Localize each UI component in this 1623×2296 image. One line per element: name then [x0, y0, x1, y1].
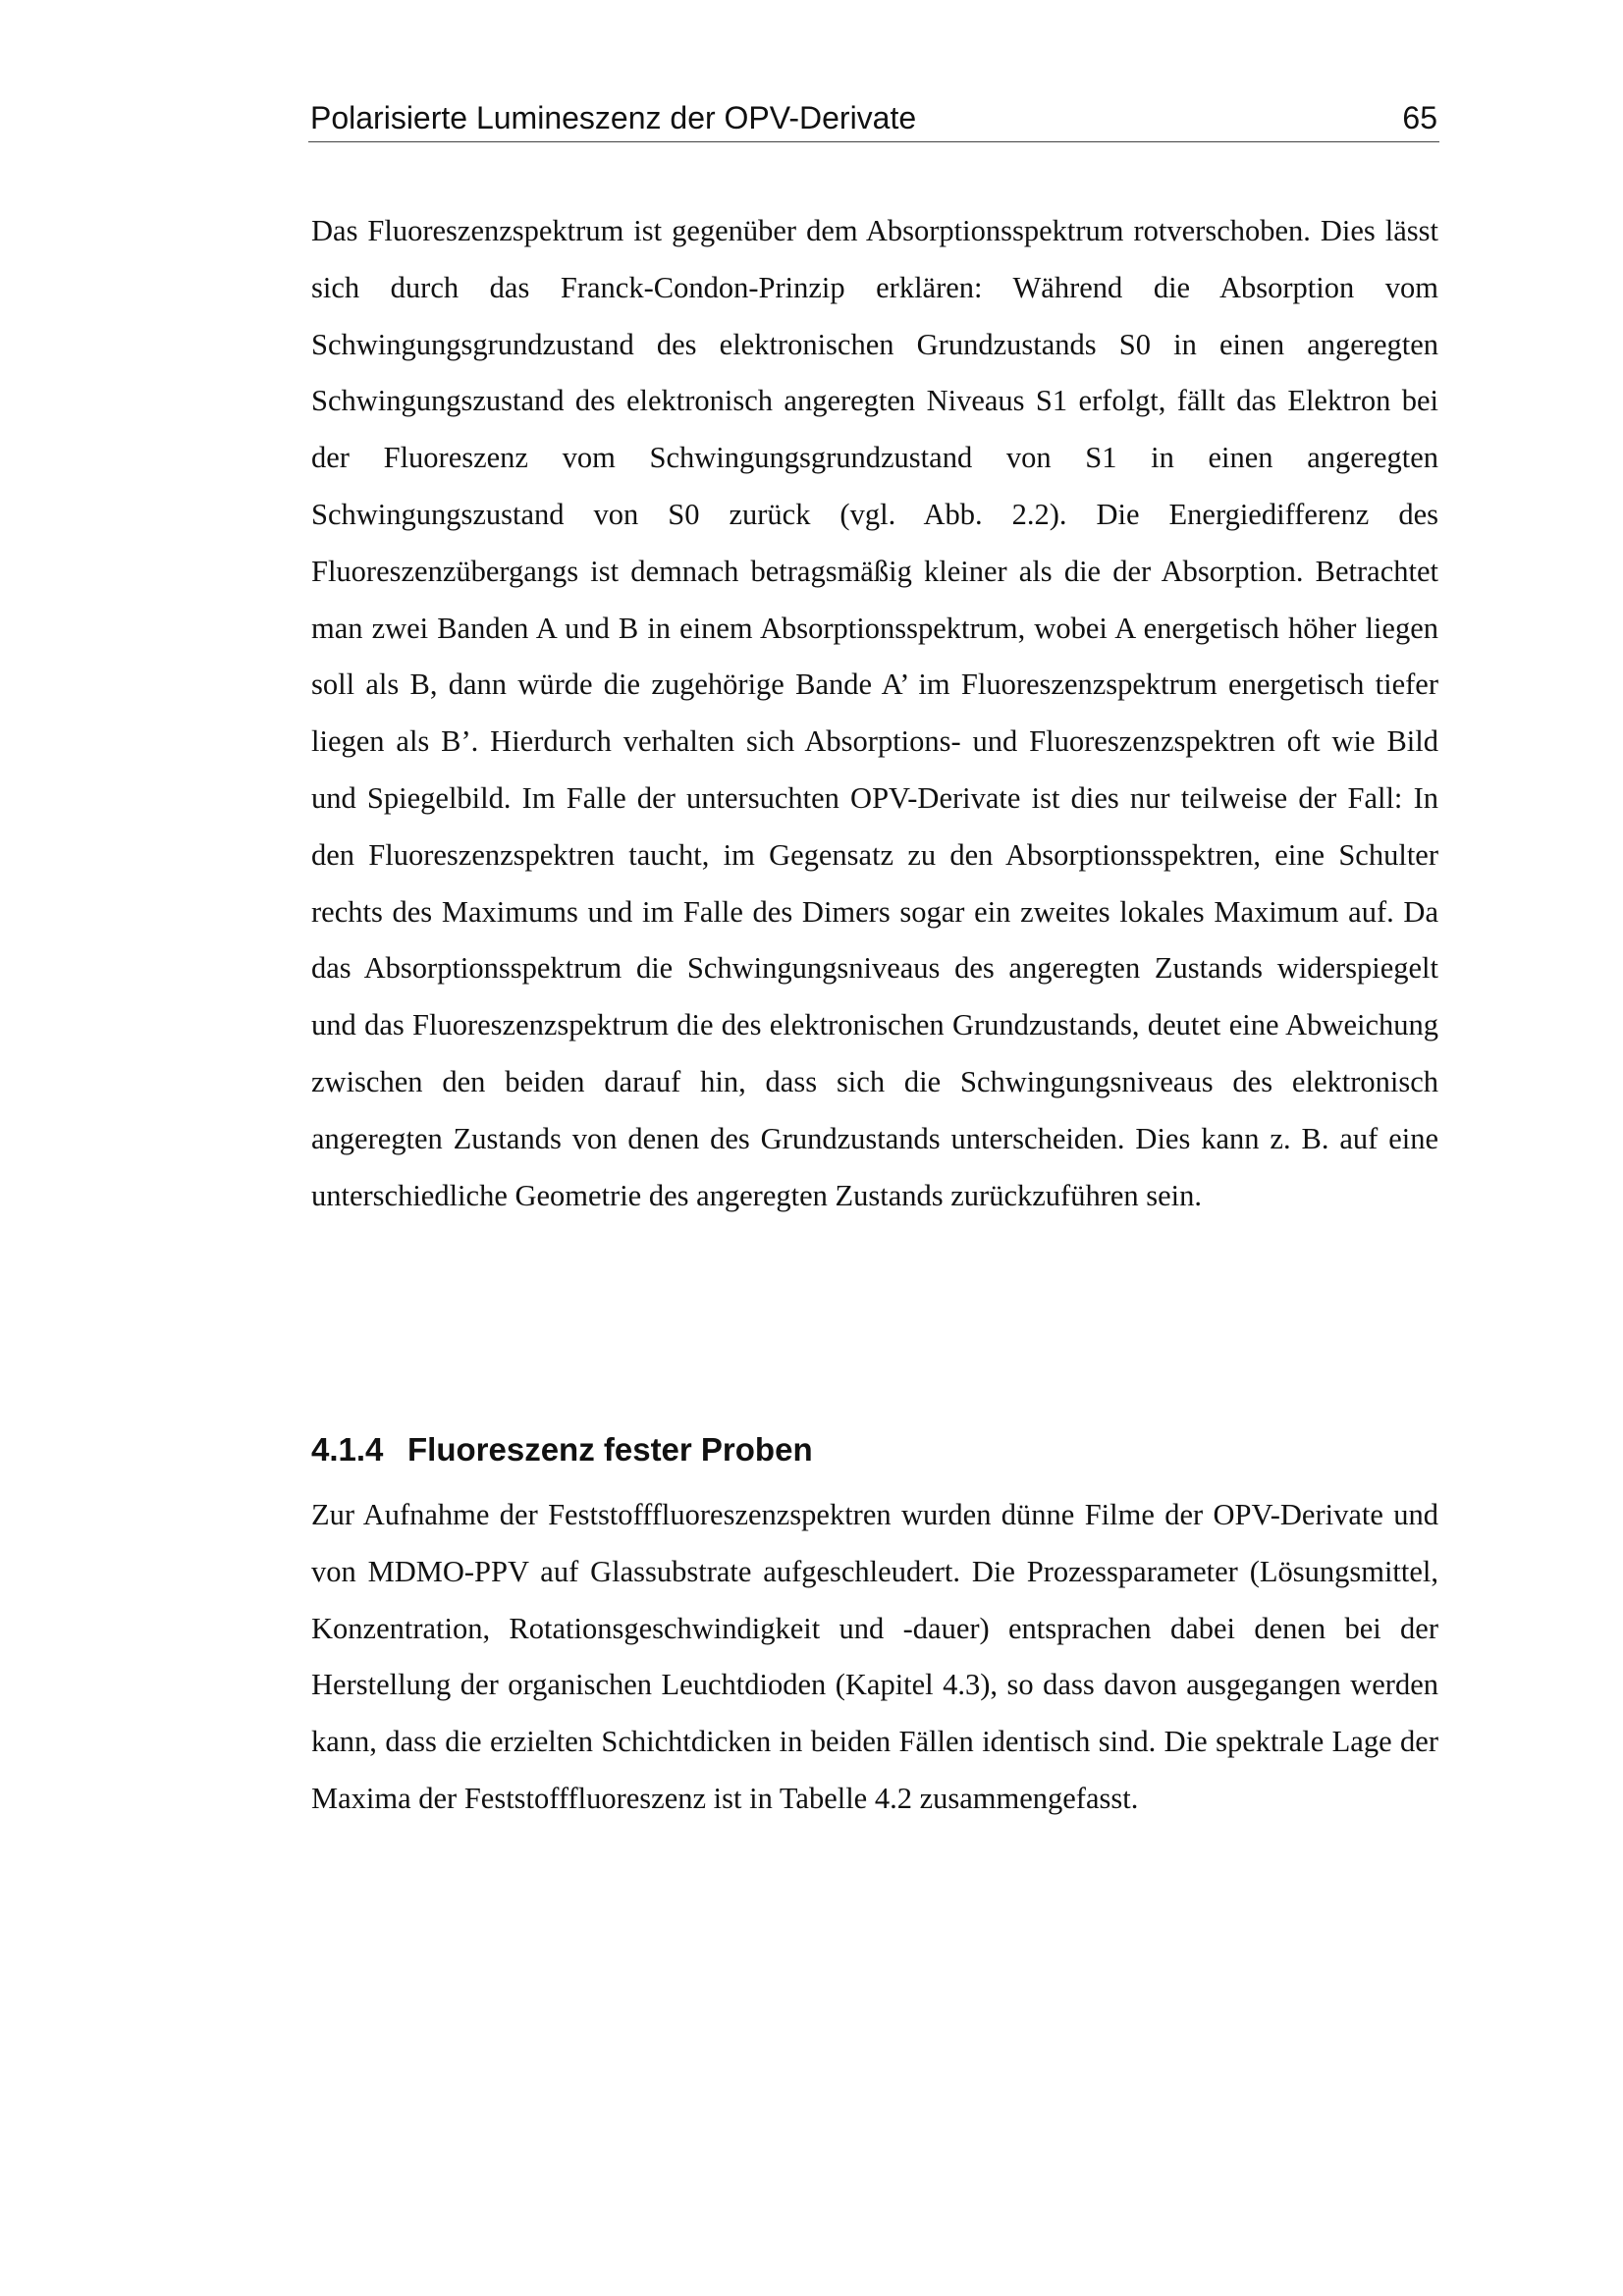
body-paragraph: Das Fluoreszenzspektrum ist gegenüber dem Absorptionsspektrum rotverschoben. Dies lässt sich durch das Franck-Condon-Prinzip erklären: Während die Absorption vom Schwingungsgrundzustand des elektronischen Grundzustands S0 in einen angeregten Schwingungszustand des elektronisch angeregten Niveaus S1 erfolgt, fällt das Elektron bei der Fluoreszenz vom Schwingungsgrundzustand von S1 in einen angeregten Schwingungszustand von S0 zurück (vgl. Abb. 2.2). Die Energiedifferenz des Fluoreszenzübergangs ist demnach betragsmäßig kleiner als die der Absorption. Betrachtet man zwei Banden A und B in einem Absorptionsspektrum, wobei A energetisch höher liegen soll als B, dann würde die zugehörige Bande A’ im Fluoreszenzspektrum energetisch tiefer liegen als B’. Hierdurch verhalten sich Absorptions- und Fluoreszenzspektren oft wie Bild und Spiegelbild. Im Falle der untersuchten OPV-Derivate ist dies nur teilweise der Fall: In den Fluoreszenzspektren taucht, im Gegensatz zu den Absorptionsspektren, eine Schulter rechts des Maximums und im Falle des Dimers sogar ein zweites lokales Maximum auf. Da das Absorptionsspektrum die Schwingungsniveaus des angeregten Zustands widerspiegelt und das Fluoreszenzspektrum die des elektronischen Grundzustands, deutet eine Abweichung zwischen den beiden darauf hin, dass sich die Schwingungsniveaus des elektronisch angeregten Zustands von denen des Grundzustands unterscheiden. Dies kann z. B. auf eine unterschiedliche Geometrie des angeregten Zustands zurückzuführen sein.	[311, 214, 1438, 1212]
section-number: 4.1.4	[311, 1431, 384, 1468]
page-header	[308, 94, 1439, 142]
running-title: Polarisierte Lumineszenz der OPV-Derivate	[310, 100, 917, 135]
body-paragraph: Zur Aufnahme der Feststofffluoreszenzspektren wurden dünne Filme der OPV-Derivate und von MDMO-PPV auf Glassubstrate aufgeschleudert. Die Prozessparameter (Lösungsmittel, Konzentration, Rotationsgeschwindigkeit und -dauer) entsprachen dabei denen bei der Herstellung der organischen Leuchtdioden (Kapitel 4.3), so dass davon ausgegangen werden kann, dass die erzielten Schichtdicken in beiden Fällen identisch sind. Die spektrale Lage der Maxima der Feststofffluoreszenz ist in Tabelle 4.2 zusammengefasst.	[311, 1498, 1438, 1815]
section-heading	[311, 1428, 813, 1471]
page-number: 65	[1402, 100, 1437, 135]
section-title: Fluoreszenz fester Proben	[407, 1431, 813, 1468]
